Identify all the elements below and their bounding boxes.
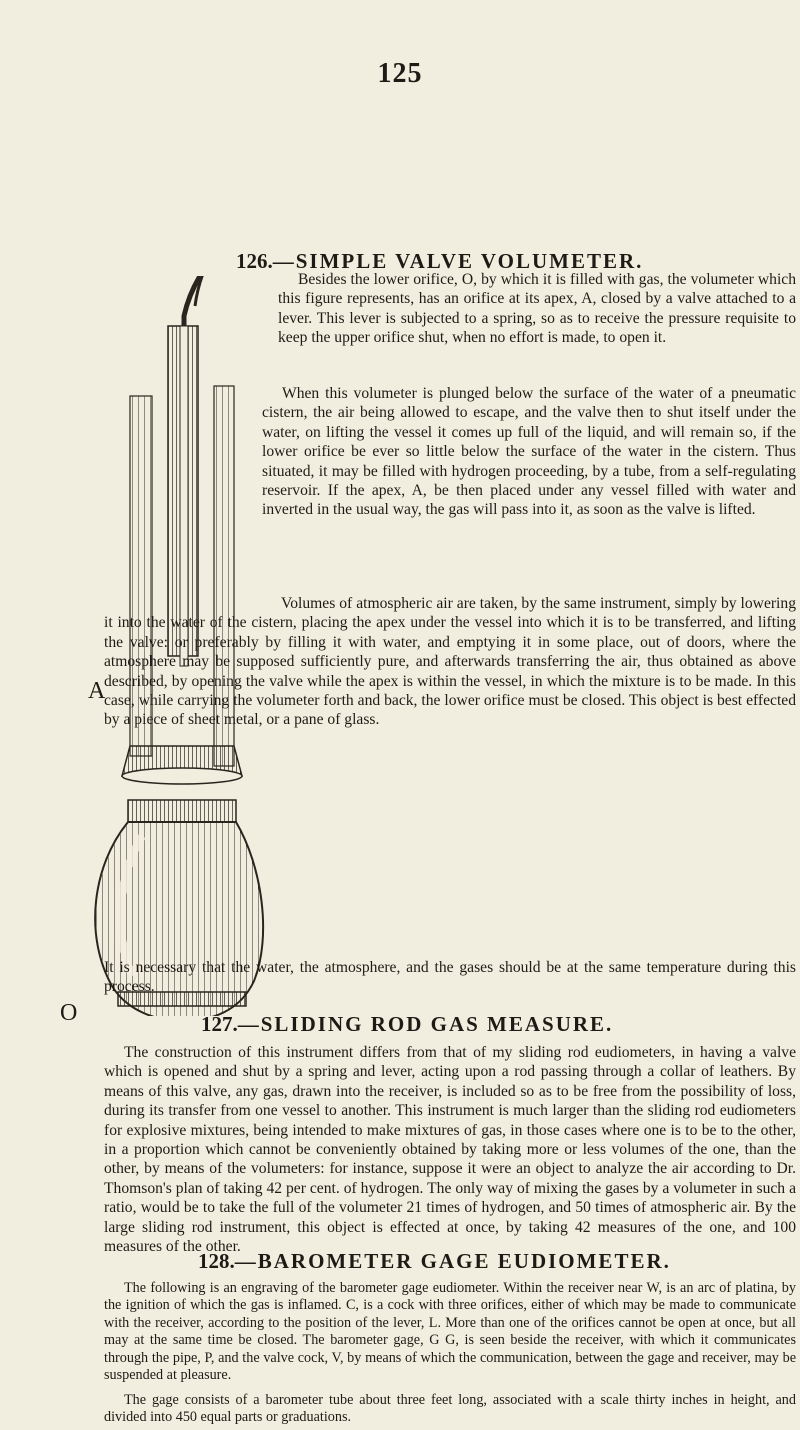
section-127-paragraph-1: The construction of this instrument differs from that of my sliding rod eudiometers, in having a valve which is opened and shut by a spring and lever, acting upon a rod passing through a collar of leathers. By means of this valve, any gas, drawn into the receiver, is included so as to be free from the possibility of loss, during its transfer from one vessel to another. This instrument is much larger than the sliding rod eudiometers for explosive mixtures, being intended to make mixtures of gas, in those cases where one is to be to the other, in a proportion which cannot be conveniently obtained by taking more or less volumes of the one, than the other, by means of the volumeters: for instance, suppose it were an object to analyze the air according to Dr. Thomson's plan of taking 42 per cent. of hydrogen. The only way of mixing the gases by a volumeter in such a ratio, would be to take the full of the volumeter 21 times of hydrogen, and 50 times of atmospheric air. By the large sliding rod instrument, this object is effected at once, by taking 42 measures of the one, and 100 measures of the other. (104, 1044, 796, 1256)
figure-label-apex: A (88, 678, 106, 704)
section-126-number: 126. (236, 249, 273, 273)
section-126-paragraph-1: Besides the lower orifice, O, by which it is filled with gas, the volumeter which this figure represents, has an orifice at its apex, A, closed by a valve attached to a lever. This lever is subjected to a spring, so as to receive the pressure requisite to keep the upper orifice shut, when no effort is made, to open it. (278, 271, 796, 347)
section-127-number: 127. (201, 1012, 238, 1036)
section-127-title: —SLIDING ROD GAS MEASURE. (237, 1012, 614, 1036)
section-127-heading (201, 1012, 613, 1037)
section-128-title: —BAROMETER GAGE EUDIOMETER. (234, 1249, 671, 1273)
section-128-paragraph-1: The following is an engraving of the barometer gage eudiometer. Within the receiver near W, is an arc of platina, by the ignition of which the gas is inflamed. C, is a cock with three orifices, either of which may be made to communicate with the receiver, according to the position of the lever, L. More than one of the orifices cannot be open at once, but all may at the same time be closed. The barometer gage, G G, is seen beside the receiver, with which it communicates through the pipe, P, and the valve cock, V, by means of which the communication, between the gage and receiver, may be suspended at pleasure. (104, 1280, 796, 1384)
figure-label-orifice: O (60, 1000, 78, 1026)
page-number: 125 (377, 58, 423, 89)
section-126-paragraph-3: Volumes of atmospheric air are taken, by the same instrument, simply by lowering it into the water of the cistern, placing the apex under the vessel into which it is to be transferred, and lifting the valve: or preferably by filling it with water, and emptying it in some place, out of doors, where the atmosphere may be supposed sufficiently pure, and afterwards transferring the air, thus obtained as above described, by opening the valve while the apex is within the vessel, in which the mixture is to be made. In this case, while carrying the volumeter forth and back, the lower orifice must be closed. This object is best effected by a piece of sheet metal, or a pane of glass. (104, 595, 796, 729)
section-128-paragraph-2: The gage consists of a barometer tube about three feet long, associated with a scale thirty inches in height, and divided into 450 equal parts or graduations. (104, 1392, 796, 1426)
section-128-number: 128. (198, 1249, 235, 1273)
section-126-title: —SIMPLE VALVE VOLUMETER. (272, 249, 644, 273)
section-126-paragraph-4: It is necessary that the water, the atmosphere, and the gases should be at the same temperature during this process. (104, 959, 796, 996)
section-128-heading (198, 1249, 671, 1274)
section-126-paragraph-2: When this volumeter is plunged below the surface of the water of a pneumatic cistern, the air being allowed to escape, and the valve then to shut itself under the water, on lifting the vessel it comes up full of the liquid, and will remain so, if the lower orifice be ever so little below the surface of the water in the cistern. Thus situated, it may be filled with hydrogen proceeding, by a tube, from a self-regulating reservoir. If the apex, A, be then placed under any vessel filled with water and inverted in the usual way, the gas will pass into it, as soon as the valve is lifted. (262, 385, 796, 519)
